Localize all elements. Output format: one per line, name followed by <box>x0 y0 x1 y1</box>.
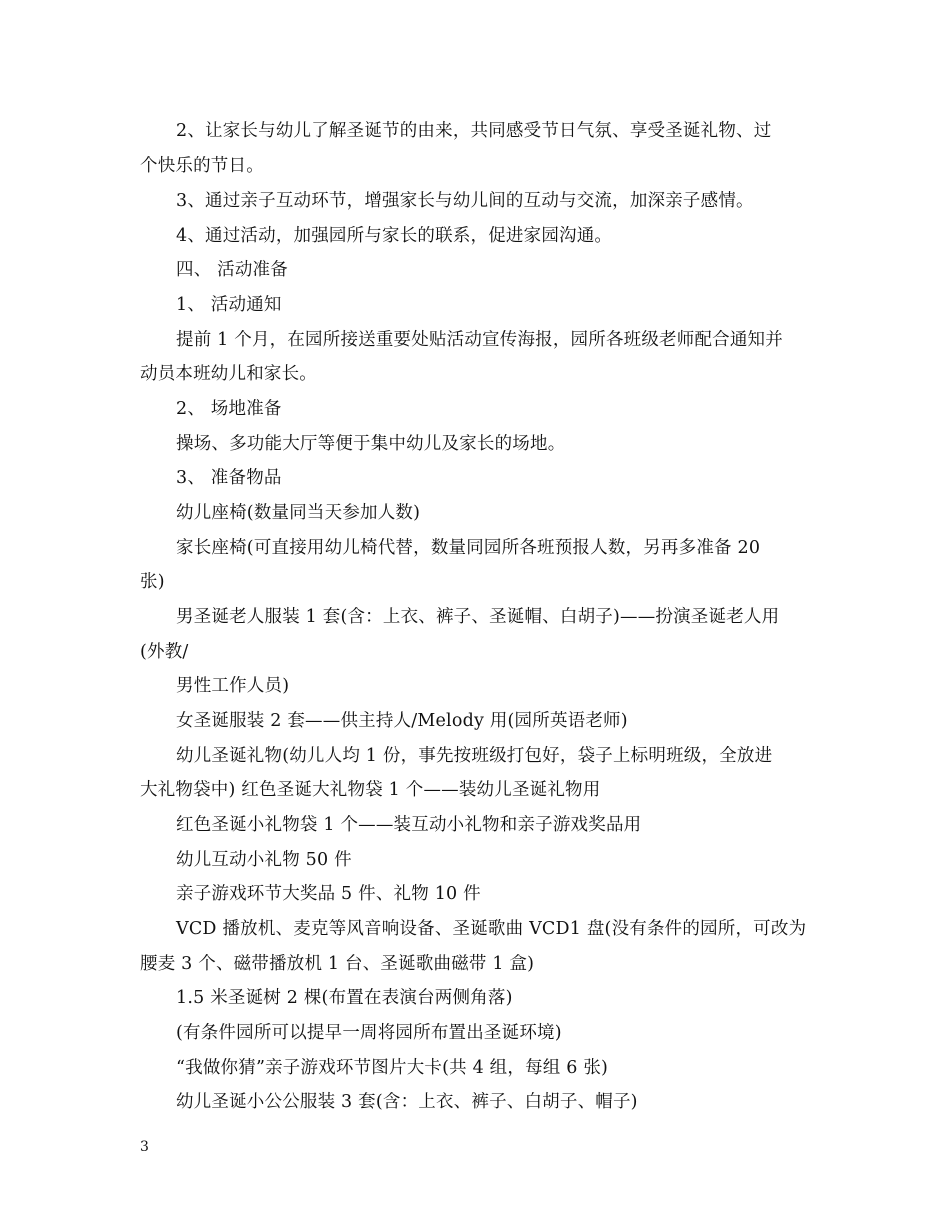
list-item-continuation: 男性工作人员) <box>176 676 290 696</box>
list-item: 幼儿圣诞小公公服装 3 套(含：上衣、裤子、白胡子、帽子) <box>176 1092 638 1112</box>
list-item: VCD 播放机、麦克等风音响设备、圣诞歌曲 VCD1 盘(没有条件的园所，可改为 <box>176 919 807 939</box>
text-line: 3、通过亲子互动环节，增强家长与幼儿间的互动与交流，加深亲子感情。 <box>176 191 754 211</box>
list-item: 家长座椅(可直接用幼儿椅代替，数量同园所各班预报人数，另再多准备 20 <box>176 538 761 558</box>
text-line: 操场、多功能大厅等便于集中幼儿及家长的场地。 <box>176 434 566 454</box>
text-line: 提前 1 个月，在园所接送重要处贴活动宣传海报，园所各班级老师配合通知并 <box>176 330 783 350</box>
list-item: 1.5 米圣诞树 2 棵(布置在表演台两侧角落) <box>176 988 513 1008</box>
section-heading: 四、 活动准备 <box>176 260 288 280</box>
list-item: 女圣诞服装 2 套——供主持人/Melody 用(园所英语老师) <box>176 711 628 731</box>
list-item: “我做你猜”亲子游戏环节图片大卡(共 4 组，每组 6 张) <box>176 1058 609 1078</box>
list-item: 幼儿圣诞礼物(幼儿人均 1 份，事先按班级打包好，袋子上标明班级，全放进 <box>176 746 773 766</box>
subsection-heading: 2、 场地准备 <box>176 399 282 419</box>
list-item-continuation: 张) <box>140 572 165 592</box>
subsection-heading: 1、 活动通知 <box>176 295 282 315</box>
text-line: 4、通过活动，加强园所与家长的联系，促进家园沟通。 <box>176 226 613 246</box>
list-item-continuation: 腰麦 3 个、磁带播放机 1 台、圣诞歌曲磁带 1 盒) <box>140 954 535 974</box>
text-line: 2、让家长与幼儿了解圣诞节的由来，共同感受节日气氛、享受圣诞礼物、过 <box>176 121 772 141</box>
subsection-heading: 3、 准备物品 <box>176 468 282 488</box>
list-item-continuation: 大礼物袋中) 红色圣诞大礼物袋 1 个——装幼儿圣诞礼物用 <box>140 780 601 800</box>
list-item: 幼儿互动小礼物 50 件 <box>176 850 352 870</box>
list-item: 亲子游戏环节大奖品 5 件、礼物 10 件 <box>176 884 481 904</box>
text-line: 个快乐的节日。 <box>140 156 264 176</box>
list-item: 幼儿座椅(数量同当天参加人数) <box>176 503 421 523</box>
text-line: 动员本班幼儿和家长。 <box>140 364 317 384</box>
list-item: (有条件园所可以提早一周将园所布置出圣诞环境) <box>176 1023 562 1043</box>
list-item: 红色圣诞小礼物袋 1 个——装互动小礼物和亲子游戏奖品用 <box>176 815 642 835</box>
list-item-continuation: (外教/ <box>140 642 189 662</box>
page-number: 3 <box>140 1139 149 1155</box>
list-item: 男圣诞老人服装 1 套(含：上衣、裤子、圣诞帽、白胡子)——扮演圣诞老人用 <box>176 607 780 627</box>
